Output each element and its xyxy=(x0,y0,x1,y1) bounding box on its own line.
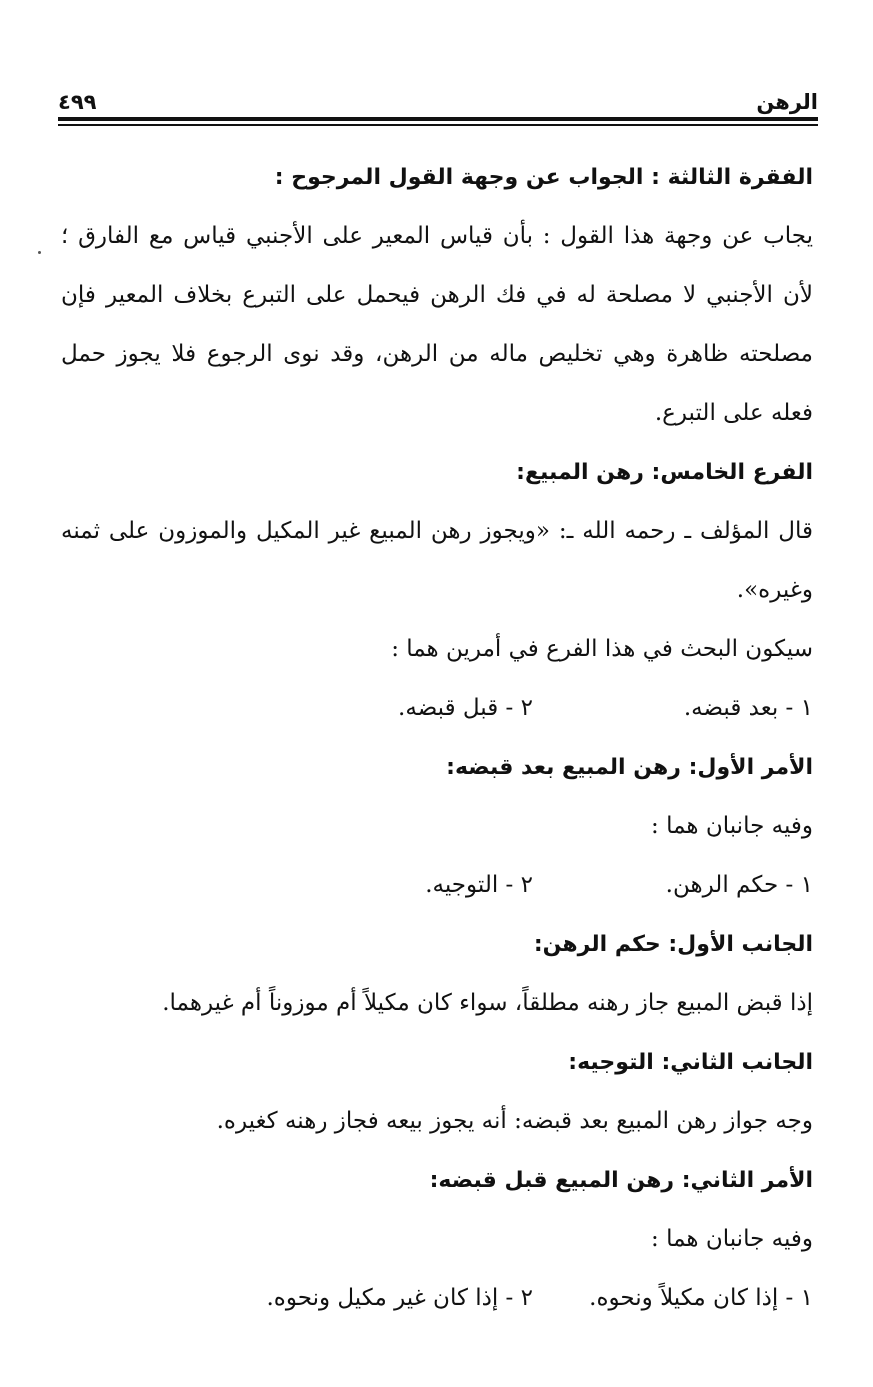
enumerated-list xyxy=(61,856,813,915)
list-item: ١ - حكم الرهن. xyxy=(665,872,813,898)
section-heading: الأمر الأول: رهن المبيع بعد قبضه: xyxy=(446,755,813,780)
paragraph: وجه جواز رهن المبيع بعد قبضه: أنه يجوز بيعه فجاز رهنه كغيره. xyxy=(216,1108,813,1134)
margin-speck xyxy=(38,251,41,254)
header-rule-thick xyxy=(58,117,818,121)
paragraph: يجاب عن وجهة هذا القول : بأن قياس المعير على الأجنبي قياس مع الفارق ؛ لأن الأجنبي لا مصلحة له في فك الرهن فيحمل على التبرع بخلاف المعير فإن مصلحته ظاهرة وهي تخليص ماله من الرهن، وقد نوى الرجوع فلا يجوز حمل فعله على التبرع. xyxy=(61,223,813,426)
list-item: ١ - إذا كان مكيلاً ونحوه. xyxy=(589,1285,813,1311)
section-heading: الجانب الأول: حكم الرهن: xyxy=(533,932,813,957)
quote-paragraph: قال المؤلف ـ رحمه الله ـ: «ويجوز رهن المبيع غير المكيل والموزون على ثمنه وغيره». xyxy=(61,518,814,603)
page-number: ٤٩٩ xyxy=(58,90,97,114)
section-heading: الفرع الخامس: رهن المبيع: xyxy=(516,460,813,485)
running-title: الرهن xyxy=(756,90,818,114)
section-heading: الفقرة الثالثة : الجواب عن وجهة القول المرجوح : xyxy=(274,165,813,190)
section-heading: الجانب الثاني: التوجيه: xyxy=(568,1050,813,1075)
paragraph: سيكون البحث في هذا الفرع في أمرين هما : xyxy=(391,636,813,662)
enumerated-list xyxy=(61,1269,813,1328)
paragraph: إذا قبض المبيع جاز رهنه مطلقاً، سواء كان مكيلاً أم موزوناً أم غيرهما. xyxy=(162,990,813,1016)
paragraph: وفيه جانبان هما : xyxy=(651,1226,813,1252)
section-heading: الأمر الثاني: رهن المبيع قبل قبضه: xyxy=(429,1168,813,1193)
header-rule-thin xyxy=(58,124,818,126)
enumerated-list xyxy=(61,679,813,738)
list-item: ٢ - التوجيه. xyxy=(425,872,533,898)
paragraph: وفيه جانبان هما : xyxy=(651,813,813,839)
list-item: ١ - بعد قبضه. xyxy=(683,695,813,721)
main-text xyxy=(61,148,813,1328)
running-header xyxy=(58,84,818,114)
list-item: ٢ - قبل قبضه. xyxy=(398,695,533,721)
list-item: ٢ - إذا كان غير مكيل ونحوه. xyxy=(266,1285,533,1311)
